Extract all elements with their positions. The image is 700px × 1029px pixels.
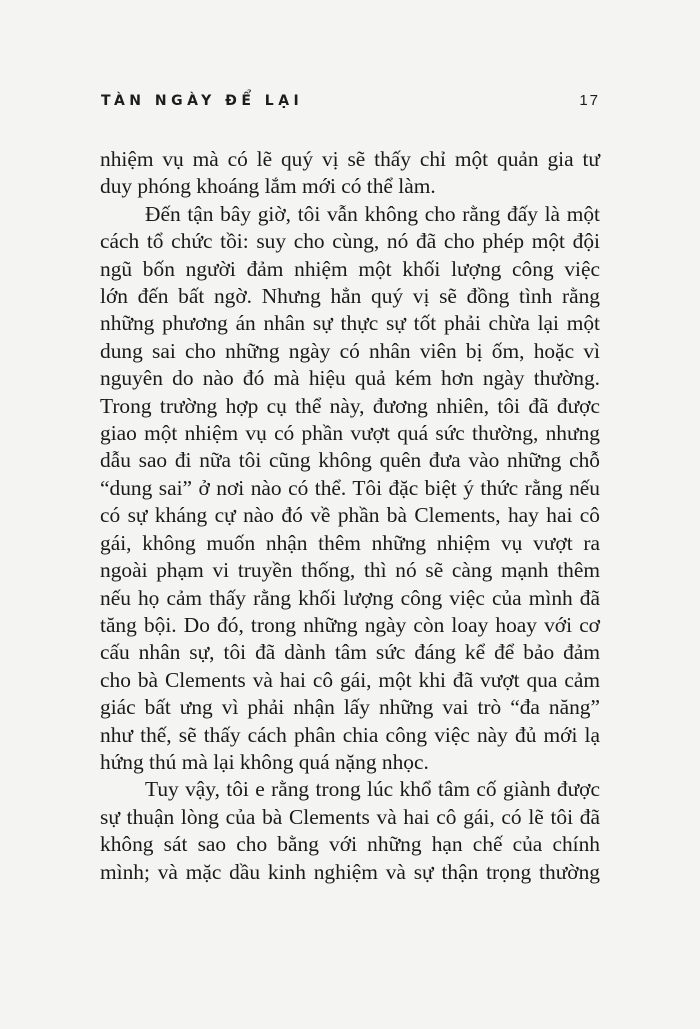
text-line: cách tổ chức tồi: suy cho cùng, nó đã cho phép một đội [100,229,600,254]
text-line: ngũ bốn người đảm nhiệm một khối lượng công việc [100,256,600,281]
text-line: gái, không muốn nhận thêm những nhiệm vụ vượt ra [100,530,600,555]
paragraph [100,146,600,201]
page-number: 17 [579,92,600,109]
text-line: giác bất ưng vì phải nhận lấy những vai trò “đa năng” [100,695,600,720]
text-line: duy phóng khoáng lắm mới có thể làm. [100,174,436,199]
text-line: mình; và mặc dầu kinh nghiệm và sự thận trọng thường [100,859,600,884]
body-text [100,146,600,886]
text-line: cho bà Clements và hai cô gái, một khi đã vượt qua cảm [100,667,600,692]
text-line: dung sai cho những ngày có nhân viên bị ốm, hoặc vì [100,338,600,363]
text-line: như thế, sẽ thấy cách phân chia công việc này đủ mới lạ [100,722,600,747]
text-line: nếu họ cảm thấy rằng khối lượng công việc của mình đã [100,585,600,610]
text-line: “dung sai” ở nơi nào có thể. Tôi đặc biệt ý thức rằng nếu [100,475,600,500]
text-line: dẫu sao đi nữa tôi cũng không quên đưa vào những chỗ [100,448,600,473]
paragraph [100,776,600,886]
text-line: Tuy vậy, tôi e rằng trong lúc khổ tâm cố giành được [145,777,600,802]
text-line: sự thuận lòng của bà Clements và hai cô gái, có lẽ tôi đã [100,804,600,829]
text-line: không sát sao cho bằng với những hạn chế của chính [100,832,600,857]
text-line: ngoài phạm vi truyền thống, thì nó sẽ càng mạnh thêm [100,558,600,583]
paragraph [100,201,600,777]
running-head [101,92,600,114]
text-line: nguyên do nào đó mà hiệu quả kém hơn ngày thường. [100,366,600,391]
text-line: có sự kháng cự nào đó về phần bà Clements, hay hai cô [100,503,600,528]
text-line: hứng thú mà lại không quá nặng nhọc. [100,749,429,774]
text-line: những phương án nhân sự thực sự tốt phải chừa lại một [100,311,600,336]
text-line: cấu nhân sự, tôi đã dành tâm sức đáng kể để bảo đảm [100,640,600,665]
text-line: giao một nhiệm vụ có phần vượt quá sức thường, nhưng [100,421,600,446]
text-line: Trong trường hợp cụ thể này, đương nhiên, tôi đã được [100,393,600,418]
text-line: Đến tận bây giờ, tôi vẫn không cho rằng đấy là một [145,201,600,226]
running-title: TÀN NGÀY ĐỂ LẠI [101,93,304,109]
text-line: tăng bội. Do đó, trong những ngày còn loay hoay với cơ [100,612,600,637]
text-line: nhiệm vụ mà có lẽ quý vị sẽ thấy chỉ một quản gia tư [100,147,600,171]
text-line: lớn đến bất ngờ. Nhưng hẳn quý vị sẽ đồng tình rằng [100,284,600,309]
